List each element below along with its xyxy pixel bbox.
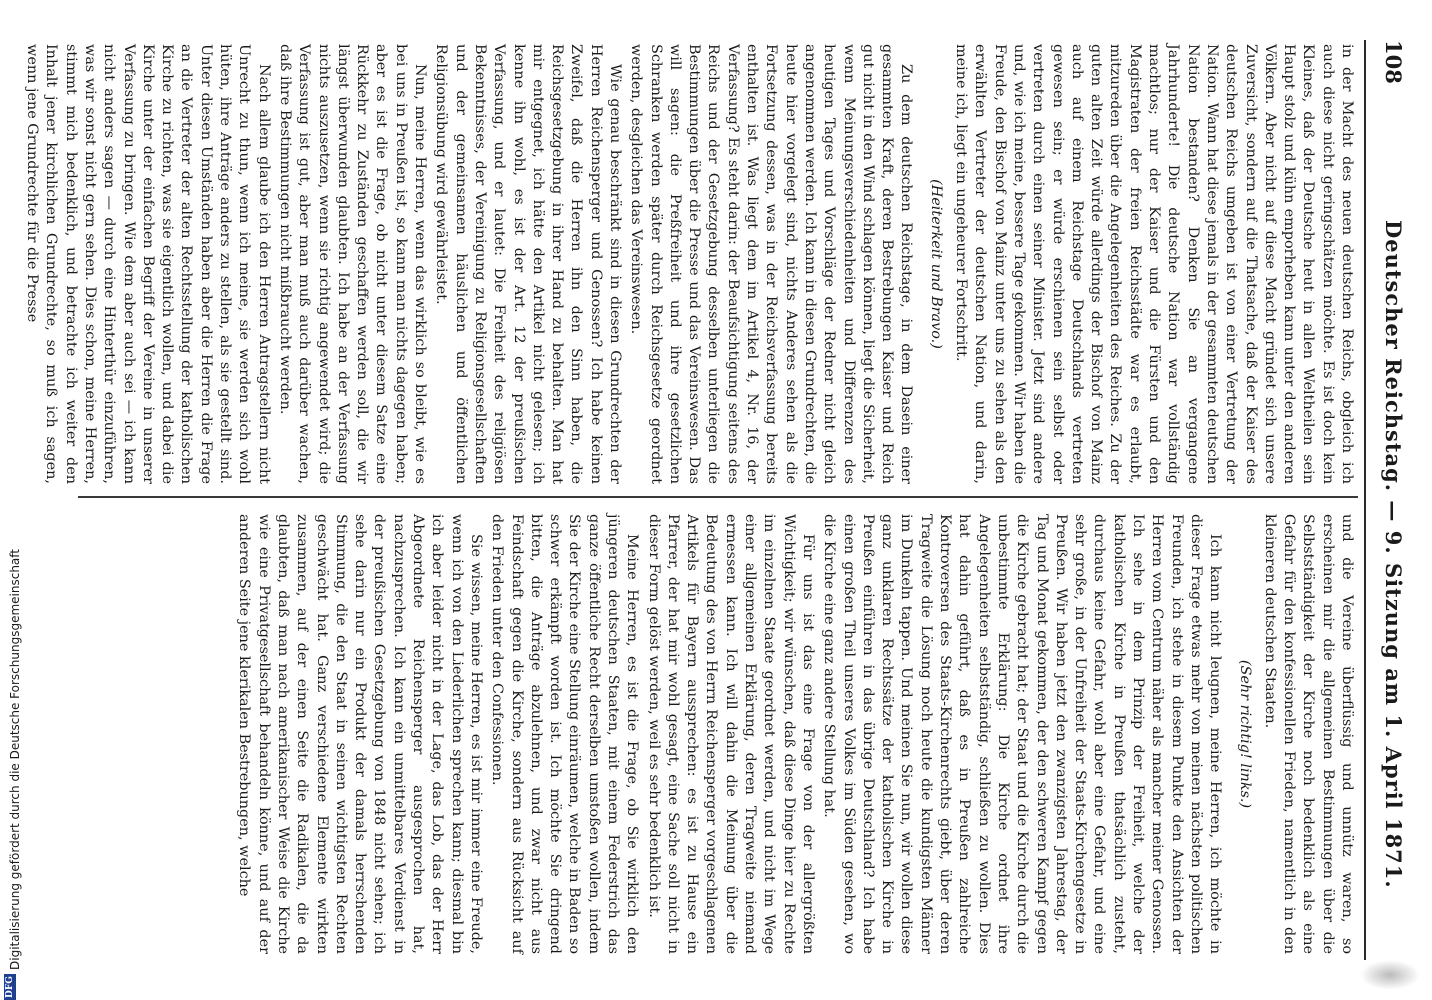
paragraph: und die Vereine überflüssig und unnütz waren, so erscheinen mir die allgemeinen Bestimmungen über die Selbstständigkeit der Kirche noch bedenklich als eine Gefahr für den konfessionellen Frieden, namentlich in den kleineren deutschen Staaten. <box>1261 514 1355 954</box>
paragraph: in der Macht des neuen deutschen Reichs, obgleich ich auch diese nicht geringschätzen möchte. Es ist doch kein Kleines, daß der Deutsche heut in allen Weltheilen sein Haupt stolz und kühn emporheben kann unter den anderen Völkern. Aber nicht auf diese Macht gründet sich unsere Zuversicht, sondern auf die Thatsache, daß der Kaiser des deutschen Reichs umgeben ist von einer Vertretung der Nation. Wann hat diese jemals in der gesammten deutschen Nation bestanden? Denken Sie an vergangene Jahrhunderte! Die deutsche Nation war vollständig machtlos; nur der Kaiser und die Fürsten und den Magistraten der freien Reichsstädte war es erlaubt, mitzureden über die Angelegenheiten des Reiches. Zu der guten alten Zeit würde allerdings der Bischof von Mainz auch auf einem Reichstage Deutschlands vertreten gewesen sein; er würde erschienen sein selbst oder vertreten durch einen seiner Minister. Jetzt sind andere und, wie ich meine, bessere Tage gekommen. Wir haben die Freude, den Bischof von Mainz unter uns zu sehen als den erwählten Vertreter der deutschen Nation, und darin, meine ich, liegt ein ungeheurer Fortschritt. <box>953 44 1355 484</box>
column-divider <box>78 496 1358 498</box>
paragraph: Sie wissen, meine Herren, es ist mir immer eine Freude, wenn ich von den Liederlichen sprechen kann; diesmal bin ich aber leider nicht in der Lage, das Lob, das der Herr Abgeordnete Reichensperger ausgesprochen hat, nachzusprechen. Ich kann ein unmittelbares Verdienst in der preußischen Gesetzgebung von 1848 nicht sehen; ich sehe darin nur ein Produkt der damals herrschenden Stimmung, die den Staat in seinen wichtigsten Rechten geschwächt hat. Ganz verschiedene Elemente wirkten zusammen, auf der einen Seite die Radikalen, die da glaubten, daß man nach amerikanischer Weise die Kirche wie eine Privatgesellschaft behandeln könne, und auf der anderen Seite jene klerikalen Bestrebungen, welche <box>236 514 484 954</box>
header-rule <box>1364 40 1366 960</box>
scan-smudge <box>1360 960 1420 990</box>
credit-text: Digitalisierung gefördert durch die Deutsche Forschungsgemeinschaft <box>8 548 22 970</box>
parliamentary-reaction: (Heiterkeit und Bravo.) <box>927 179 944 349</box>
paragraph: Nach allem glaube ich den Herren Antragstellern nicht Unrecht zu thun, wenn ich meine, sie werden sich wohl hüten, ihre Anträge anders zu stellen, als sie gestellt sind. Unter diesen Umständen haben aber die Herren die Frage an die Vertreter der alten Rechtsstellung der katholischen Kirche zu richten, was sie eigentlich wollen, und dabei die Kirche unter der einfachen Begriff der Vereine in unserer Verfassung zu bringen. Wie dem aber auch sei — ich kann nicht anders sagen — durch eine Hinterthür einzuführen, was wir sonst nicht gern sehen. Dies schon, meine Herren, stimmt mich bedenklich, und betrachte ich weiter den Inhalt jener kirchlichen Grundrechte, so muß ich sagen, wenn jene Grundrechte für die Presse <box>24 44 272 484</box>
paragraph: Wie genau beschränkt sind in diesen Grundrechten der Herren Reichensperger und Genossen? Ich habe keinen Zweifel, daß die Herren ihn den Sinn haben, die Reichsgesetzgebung in ihrer Hand zu behalten. Man hat mir entgegnet, ich hätte den Artikel nicht gelesen; ich kenne ihn wohl, es ist der Art. 12 der preußischen Verfassung, und er lautet: Die Freiheit des religiösen Bekenntnisses, der Vereinigung zu Religionsgesellschaften und der gemeinsamen häuslichen und öffentlichen Religionsübung wird gewährleistet. <box>433 44 624 484</box>
paragraph: Nun, meine Herren, wenn das wirklich so bleibt, wie es bei uns in Preußen ist, so kann man nichts dagegen haben; aber es ist die Frage, ob nicht unter diesem Satze eine Rückkehr zu Zuständen geschaffen werden soll, die wir längst überwunden glaubten. Ich habe an der Verfassung nichts auszusetzen, wenn sie richtig angewendet wird; die Verfassung ist gut, aber man muß auch darüber wachen, daß ihre Bestimmungen nicht mißbraucht werden. <box>276 44 429 484</box>
parliamentary-reaction: (Sehr richtig! links.) <box>1236 659 1253 809</box>
left-column <box>24 44 1356 484</box>
page-number: 108 <box>1381 40 1406 84</box>
digitization-credit <box>0 0 20 1000</box>
paragraph: Für uns ist das eine Frage von der allergrößten Wichtigkeit; wir wünschen, daß diese Dinge hier zu Rechte im einzelnen Staate geordnet werden, und nicht im Wege einer allgemeinen Erklärung, deren Tragweite niemand ermessen kann. Ich will dahin die Meinung über die Bedeutung des von Herrn Reichensperger vorgeschlagenen Artikels für Bayern aussprechen: es ist zu Hause ein Pfarrer, der hat mir wohl gesagt, eine Sache soll nicht in dieser Form gelöst werden, weil es sehr bedenklich ist. <box>645 514 816 954</box>
dfg-logo: DFG <box>4 974 16 1000</box>
page-header <box>1370 40 1410 960</box>
paragraph: Zu dem deutschen Reichstage, in dem Dasein einer gesammten Kraft, deren Bestrebungen Kaiser und Reich gut nicht in den Wind schlagen können, liegt die Sicherheit, wenn Meinungsverschiedenheiten und Differenzen des heutigen Tages und Vorschläge der Redner nicht gleich angenommen werden. Ich kann in diesen Grundrechten, die heute hier vorgelegt sind, nichts Anderes sehen als die Fortsetzung dessen, was in der Reichsverfassung bereits enthalten ist. Was liegt dem im Artikel 4, Nr. 16, der Verfassung? Es steht darin: der Beaufsichtigung seitens des Reichs und der Gesetzgebung desselben unterliegen die Bestimmungen über die Presse und das Vereinswesen. Das will sagen: die Preßfreiheit und ihre gesetzlichen Schranken werden später durch Reichsgesetze geordnet werden, desgleichen das Vereinswesen. <box>628 44 915 484</box>
paragraph: Meine Herren, es ist die Frage, ob Sie wirklich den jüngeren deutschen Staaten, mit einem Federstrich das ganze öffentliche Recht derselben umstoßen wollen, indem Sie der Kirche eine Stellung einräumen, welche in Baden so schwer erkämpft worden ist. Ich möchte Sie dringend bitten, die Anträge abzulehnen, und zwar nicht aus Feindschaft gegen die Kirche, sondern aus Rücksicht auf den Frieden unter den Confessionen. <box>489 514 641 954</box>
rotated-newspaper-page <box>24 0 1428 1000</box>
page-title: Deutscher Reichstag. — 9. Sitzung am 1. April 1871. <box>1381 220 1406 889</box>
paragraph: Ich kann nicht leugnen, meine Herren, ich möchte in dieser Frage etwas mehr von meinen nächsten politischen Freunden, ich stehe in diesem Punkte den Ansichten der Herren vom Centrum näher als mancher meiner Genossen. Ich sehe in dem Prinzip der Freiheit, welche der katholischen Kirche in Preußen thatsächlich zusteht, durchaus keine Gefahr, wohl aber eine Gefahr, und eine sehr große, in der Unfreiheit der Staats-Kirchengesetze in Preußen. Wir haben jetzt den zwanzigsten Jahrestag, der Tag und Monat gekommen, der den schweren Kampf gegen die Kirche gebracht hat; der Staat und die Kirche durch die unbestimmte Erklärung: Die Kirche ordnet ihre Angelegenheiten selbstständig, schließen zu wollen. Dies hat dahin geführt, daß es in Preußen zahlreiche Kontroversen des Staats-Kirchenrechts giebt, über deren Tragweite die Lösung noch heute die kundigsten Männer im Dunkeln tappen. Und meinen Sie nun, wir wollen diese ganz unklaren Rechtssätze der katholischen Kirche in Preußen einführen in das übrige Deutschland? Ich habe einen großen Theil unseres Volkes im Süden gesehen, wo die Kirche eine ganz andere Stellung hat. <box>821 514 1224 954</box>
right-column <box>66 514 1356 954</box>
